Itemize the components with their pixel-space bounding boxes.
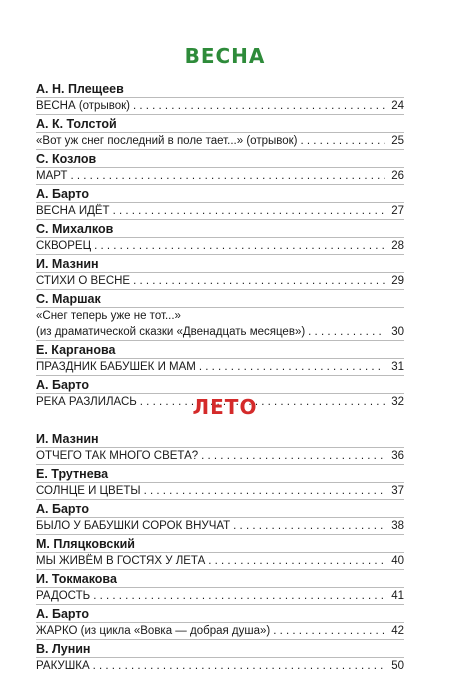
section-title-summer: ЛЕТО xyxy=(192,395,258,419)
dot-leader xyxy=(233,518,385,534)
work-line xyxy=(36,552,404,569)
page-number: 29 xyxy=(391,275,404,287)
toc-entry xyxy=(36,80,404,114)
toc-spring xyxy=(36,80,404,410)
toc-entry xyxy=(36,149,404,184)
work-title: СОЛНЦЕ И ЦВЕТЫ xyxy=(36,485,141,497)
work-line xyxy=(36,324,404,340)
dot-leader xyxy=(93,588,385,604)
work-line xyxy=(36,358,404,375)
page-number: 50 xyxy=(391,660,404,672)
work-title: ПРАЗДНИК БАБУШЕК И МАМ xyxy=(36,361,196,373)
work-title: РАДОСТЬ xyxy=(36,590,91,602)
work-title: ЖАРКО (из цикла «Вовка — добрая душа») xyxy=(36,625,271,637)
author-name: А. К. Толстой xyxy=(36,114,404,132)
page-number: 31 xyxy=(391,361,404,373)
page-number: 37 xyxy=(391,485,404,497)
author-name: С. Козлов xyxy=(36,149,404,167)
work-title: «Снег теперь уже не тот...» xyxy=(36,307,404,324)
toc-entry xyxy=(36,184,404,219)
dot-leader xyxy=(93,658,385,674)
work-line xyxy=(36,272,404,289)
work-line xyxy=(36,447,404,464)
work-title: РАКУШКА xyxy=(36,660,90,672)
toc-entry xyxy=(36,534,404,569)
author-name: М. Пляцковский xyxy=(36,534,404,552)
author-name: А. Барто xyxy=(36,499,404,517)
toc-entry xyxy=(36,340,404,375)
work-title: РЕКА РАЗЛИЛАСЬ xyxy=(36,396,137,408)
toc-entry xyxy=(36,114,404,149)
author-name: А. Барто xyxy=(36,184,404,202)
toc-entry xyxy=(36,569,404,604)
toc-entry xyxy=(36,604,404,639)
dot-leader xyxy=(201,448,385,464)
work-line xyxy=(36,517,404,534)
page-number: 40 xyxy=(391,555,404,567)
work-title: ОТЧЕГО ТАК МНОГО СВЕТА? xyxy=(36,450,199,462)
page-number: 25 xyxy=(391,135,404,147)
author-name: В. Лунин xyxy=(36,639,404,657)
work-line xyxy=(36,132,404,149)
dot-leader xyxy=(70,168,385,184)
author-name: А. Н. Плещеев xyxy=(36,82,124,96)
page-number: 42 xyxy=(391,625,404,637)
page-number: 41 xyxy=(391,590,404,602)
work-title: ВЕСНА (отрывок) xyxy=(36,100,130,112)
toc-entry xyxy=(36,289,404,340)
dot-leader xyxy=(94,238,385,254)
page-number: 27 xyxy=(391,205,404,217)
page-number: 32 xyxy=(391,396,404,408)
page-number: 30 xyxy=(391,326,404,338)
author-name: С. Маршак xyxy=(36,289,404,307)
work-line xyxy=(36,622,404,639)
dot-leader xyxy=(113,203,385,219)
work-title: МЫ ЖИВЁМ В ГОСТЯХ У ЛЕТА xyxy=(36,555,206,567)
dot-leader xyxy=(199,359,385,375)
dot-leader xyxy=(208,553,385,569)
work-line xyxy=(36,202,404,219)
author-name: С. Михалков xyxy=(36,219,404,237)
toc-entry xyxy=(36,430,404,464)
work-title: МАРТ xyxy=(36,170,68,182)
author-name: И. Мазнин xyxy=(36,254,404,272)
work-title: «Вот уж снег последний в поле тает...» (отрывок) xyxy=(36,135,298,147)
toc-entry xyxy=(36,254,404,289)
work-title: (из драматической сказки «Двенадцать месяцев») xyxy=(36,326,306,338)
work-title: БЫЛО У БАБУШКИ СОРОК ВНУЧАТ xyxy=(36,520,231,532)
work-line xyxy=(36,167,404,184)
work-line xyxy=(36,657,404,674)
dot-leader xyxy=(273,623,385,639)
work-line xyxy=(36,482,404,499)
toc-entry xyxy=(36,464,404,499)
work-title: СТИХИ О ВЕСНЕ xyxy=(36,275,131,287)
toc-summer xyxy=(36,430,404,674)
toc-entry xyxy=(36,499,404,534)
page-number: 24 xyxy=(391,100,404,112)
page-number: 36 xyxy=(391,450,404,462)
author-name: И. Мазнин xyxy=(36,432,99,446)
author-name: Е. Трутнева xyxy=(36,464,404,482)
dot-leader xyxy=(133,98,385,114)
dot-leader xyxy=(133,273,385,289)
dot-leader xyxy=(301,133,386,149)
work-title: СКВОРЕЦ xyxy=(36,240,92,252)
dot-leader xyxy=(144,483,385,499)
work-line xyxy=(36,97,404,114)
work-line xyxy=(36,237,404,254)
toc-entry xyxy=(36,219,404,254)
author-name: И. Токмакова xyxy=(36,569,404,587)
toc-entry xyxy=(36,639,404,674)
author-name: А. Барто xyxy=(36,375,404,393)
work-line xyxy=(36,587,404,604)
page-number: 28 xyxy=(391,240,404,252)
work-title: ВЕСНА ИДЁТ xyxy=(36,205,110,217)
dot-leader xyxy=(308,324,385,340)
section-title-spring: ВЕСНА xyxy=(184,44,266,68)
author-name: Е. Карганова xyxy=(36,340,404,358)
author-name: А. Барто xyxy=(36,604,404,622)
page-number: 38 xyxy=(391,520,404,532)
page-number: 26 xyxy=(391,170,404,182)
